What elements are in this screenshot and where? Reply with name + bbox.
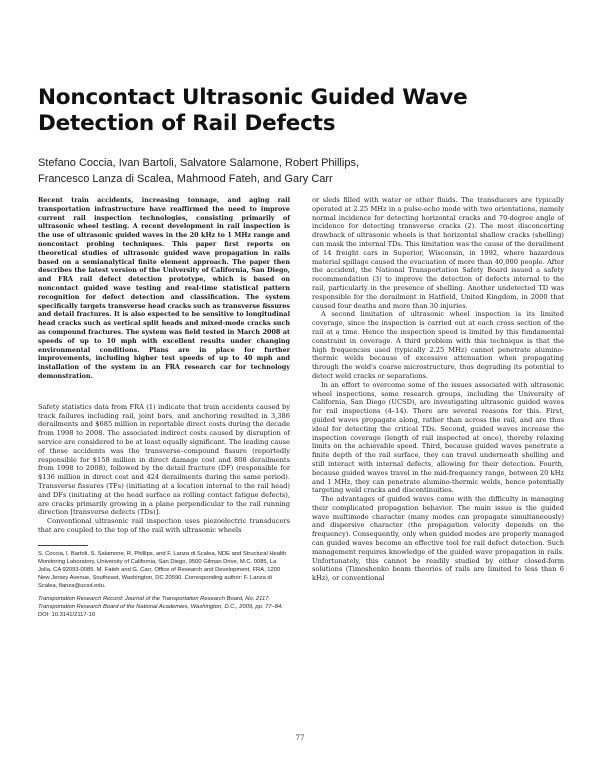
page-number: 77 [295,734,305,742]
paper-title [38,85,558,137]
doi: DOI: 10.3141/2117-10 [38,611,95,618]
author-affiliation-footnote: S. Coccia, I. Bartoli, S. Salamone, R. Phillips, and F. Lanza di Scalea, NDE and Structural Health Monitoring Laboratory, University of California, San Diego, 9500 Gilman Drive, M.C. 0085, La Jolla, CA 92093-0085. M. Fateh and G. Carr, Office of Research and Development, FRA, 1200 New Jersey Avenue, Southeast, Washington, DC 20590. Corresponding author: F. Lanza di Scalea, flanza@ucsd.edu. [38,550,287,589]
authors-line-2: Francesco Lanza di Scalea, Mahmood Fateh, and Gary Carr [38,173,333,185]
right-column [312,196,564,583]
body-paragraph: or sleds filled with water or other fluids. The transducers are typically operated at 2.25 MHz in a pulse-echo mode with two orientations, namely normal incidence for detecting horizontal cracks and 70-degree angle of incidence for detecting transverse cracks (2). The most disconcerting drawback of ultrasonic wheels is that horizontal shallow cracks (shelling) can mask the internal TDs. This limitation was the cause of the derailment of 14 freight cars in Superior, Wisconsin, in 1992, where hazardous material spillage caused the evacuation of more than 40,000 people. After the accident, the National Transportation Safety Board issued a safety recommendation (3) to improve the detection of defects internal to the rail, particularly in the presence of shelling. Another undetected TD was responsible for the derailment in Hatfield, United Kingdom, in 2000 that caused four deaths and more than 30 injuries. [312,196,564,310]
body-paragraph: A second limitation of ultrasonic wheel inspection is its limited coverage, since the inspection is carried out at each cross section of the rail at a time. Hence the inspection speed is limited by this fundamental constraint in coverage. A third problem with this technique is that the high frequencies used (typically 2.25 MHz) cannot penetrate alumino-thermic welds because of excessive attenuation when propagating through the weld's coarse microstructure, thus degrading its potential to detect weld cracks or separations. [312,310,564,380]
title-line-2: Detection of Rail Defects [38,111,336,136]
journal-citation: Transportation Research Record: Journal of the Transportation Research Board, No. 2117, Transportation Research Board of the National Academies, Washington, D.C., 2009, pp. 77–84. [38,595,283,610]
body-paragraph: In an effort to overcome some of the issues associated with ultrasonic wheel inspections, some research groups, including the University of California, San Diego (UCSD), are investigating ultrasonic guided waves for rail inspections (4–14). There are several reasons for this. First, guided waves propagate along, rather than across the rail, and are thus ideal for detecting the critical TDs. Second, guided waves increase the inspection coverage (length of rail inspected at once), thereby relaxing limits on the achievable speed. Third, because guided waves penetrate a finite depth of the rail surface, they can travel underneath shelling and still interact with internal defects, allowing for their detection. Fourth, because guided waves travel in the mid-frequency range, between 20 kHz and 1 MHz, they can penetrate alumino-thermic welds, hence potentially targeting weld cracks and discontinuities. [312,380,564,495]
left-column [38,196,290,619]
body-paragraph: Safety statistics data from FRA (1) indicate that train accidents caused by track failures including rail, joint bars, and anchoring resulted in 3,386 derailments and $685 million in reportable direct costs during the decade from 1998 to 2008. The associated indirect costs caused by disruption of service are considered to be at least equally significant. The leading cause of these accidents was the transverse–compound fissure (reportedly responsible for $158 million in direct damage cost and 808 derailments from 1998 to 2008), followed by the detail fracture (DF) (responsible for $136 million in direct cost and 424 derailments during the same period). Transverse fissures (TFs) (initiating at a location internal to the rail head) and DFs (initiating at the head surface as rolling contact fatigue defects), are cracks primarily growing in a plane perpendicular to the rail running direction [transverse defects (TDs)]. [38,402,290,517]
footnote-divider [38,545,88,546]
body-paragraph: The advantages of guided waves come with the difficulty in managing their complicated propagation behavior. The main issue is the guided wave multimode character (many modes can propagate simultaneously) and dispersive character (the propagation velocity depends on the frequency). Consequently, only when guided modes are properly managed can guided waves become an effective tool for rail defect detection. Such management requires knowledge of the guided wave propagation in rails. Unfortunately, this cannot be readily studied by either closed-form solutions (Timoshenko beam theories of rails are limited to less than 6 kHz), or conventional [312,495,564,583]
title-line-1: Noncontact Ultrasonic Guided Wave [38,85,468,110]
authors-line-1: Stefano Coccia, Ivan Bartoli, Salvatore Salamone, Robert Phillips, [38,157,359,169]
body-paragraph: Conventional ultrasonic rail inspection uses piezoelectric transducers that are coupled to the top of the rail with ultrasonic wheels [38,517,290,534]
abstract: Recent train accidents, increasing tonnage, and aging rail transportation infrastructure have reaffirmed the need to improve current rail inspection technologies, consisting primarily of ultrasonic wheel testing. A recent development in rail inspection is the use of ultrasonic guided waves in the 20 kHz to 1 MHz range and noncontact probing techniques. This paper first reports on theoretical studies of ultrasonic guided wave propagation in rails based on a semianalytical finite element approach. The paper then describes the latest version of the University of California, San Diego, and FRA rail defect detection prototype, which is based on noncontact guided wave testing and real-time statistical pattern recognition for defect detection and classification. The system specifically targets transverse head cracks such as transverse fissures and detail fractures. It is also expected to be sensitive to longitudinal head cracks such as vertical split heads and mixed-mode cracks such as compound fractures. The system was field tested in March 2008 at speeds of up to 10 mph with excellent results under changing environmental conditions. Plans are in place for further improvements, including higher test speeds of up to 40 mph and installation of the system in an FRA research car for technology demonstration. [38,196,290,380]
author-list [38,155,568,187]
